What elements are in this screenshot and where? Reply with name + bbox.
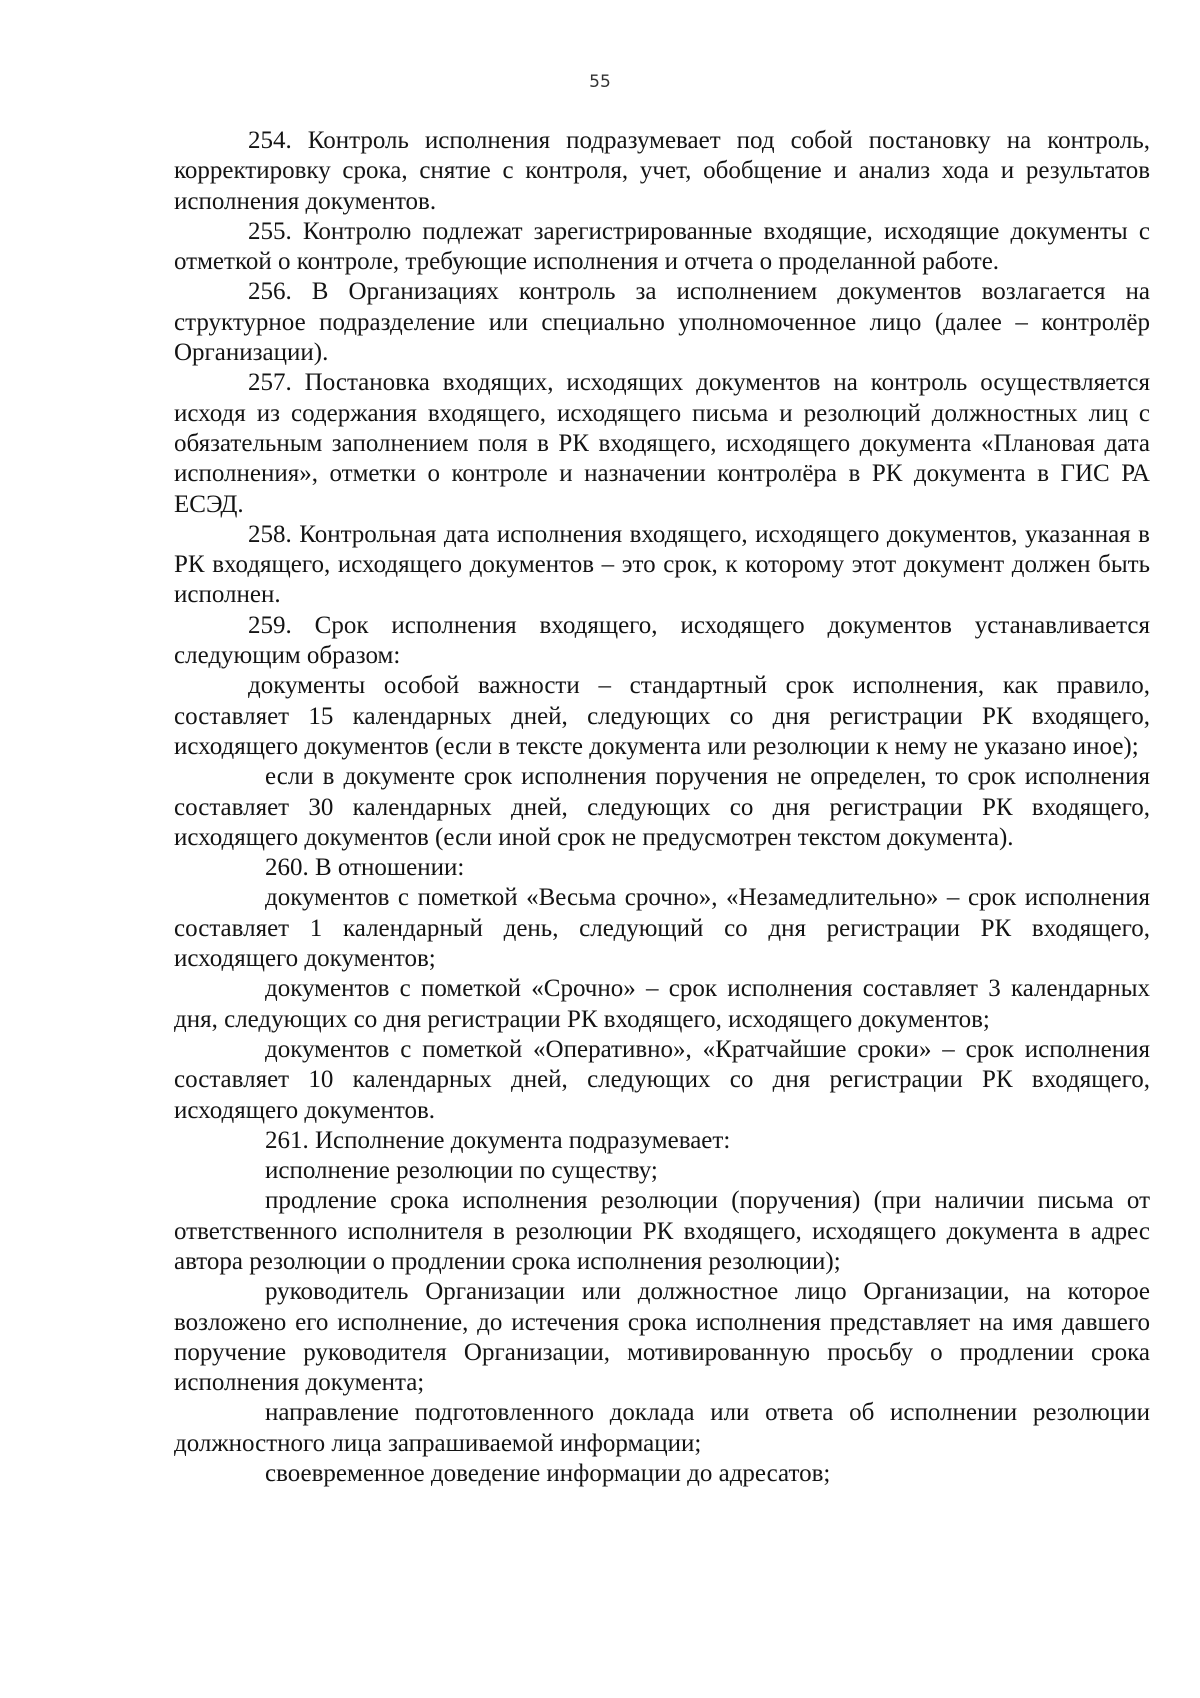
paragraph-261-item-head-request: руководитель Организации или должностное лицо Организации, на которое возложено его исполнение, до истечения срока исполнения представляет на имя давшего поручение руководителя Организации, мотивированную просьбу о продлении срока исполнения документа; [174,1278,1150,1397]
paragraph-260: 260. В отношении: [265,854,465,882]
paragraph-256: 256. В Организациях контроль за исполнением документов возлагается на структурное подразделение или специально уполномоченное лицо (далее – контролёр Организации). [174,278,1150,367]
paragraph-259: 259. Срок исполнения входящего, исходящего документов устанавливается следующим образом: [174,611,1150,670]
paragraph-261-item-delivery: своевременное доведение информации до адресатов; [265,1460,831,1488]
paragraph-261-item-extension: продление срока исполнения резолюции (поручения) (при наличии письма от ответственного исполнителя в резолюции РК входящего, исходящего документа в адрес автора резолюции о продлении срока исполнения резолюции); [174,1187,1150,1275]
paragraph-254: 254. Контроль исполнения подразумевает под собой постановку на контроль, корректировку срока, снятие с контроля, учет, обобщение и анализ хода и результатов исполнения документов. [174,127,1150,215]
paragraph-261-item-execution: исполнение резолюции по существу; [265,1157,658,1185]
page-number: 55 [589,72,611,92]
paragraph-261: 261. Исполнение документа подразумевает: [265,1126,731,1154]
paragraph-259-item-undefined-term: если в документе срок исполнения поручения не определен, то срок исполнения составляет 30 календарных дней, следующих со дня регистрации РК входящего, исходящего документов (если иной срок не предусмотрен текстом документа). [174,763,1150,851]
paragraph-258: 258. Контрольная дата исполнения входящего, исходящего документов, указанная в РК входящего, исходящего документов – это срок, к которому этот документ должен быть исполнен. [174,520,1150,609]
paragraph-255: 255. Контролю подлежат зарегистрированные входящие, исходящие документы с отметкой о контроле, требующие исполнения и отчета о проделанной работе. [174,217,1150,276]
paragraph-260-item-urgent: документов с пометкой «Срочно» – срок исполнения составляет 3 календарных дня, следующих со дня регистрации РК входящего, исходящего документов; [174,975,1150,1033]
paragraph-257: 257. Постановка входящих, исходящих документов на контроль осуществляется исходя из содержания входящего, исходящего письма и резолюций должностных лиц с обязательным заполнением поля в РК входящего, исходящего документа «Плановая дата исполнения», отметки о контроле и назначении контролёра в РК документа в ГИС РА ЕСЭД. [174,369,1150,518]
paragraph-259-item-special-importance: документы особой важности – стандартный срок исполнения, как правило, составляет 15 календарных дней, следующих со дня регистрации РК входящего, исходящего документов (если в тексте документа или резолюции к нему не указано иное); [174,672,1150,760]
paragraph-260-item-operative: документов с пометкой «Оперативно», «Кратчайшие сроки» – срок исполнения составляет 10 календарных дней, следующих со дня регистрации РК входящего, исходящего документов. [174,1035,1150,1124]
paragraph-261-item-report: направление подготовленного доклада или ответа об исполнении резолюции должностного лица запрашиваемой информации; [174,1399,1150,1457]
document-body [174,126,1150,1489]
paragraph-260-item-very-urgent: документов с пометкой «Весьма срочно», «Незамедлительно» – срок исполнения составляет 1 календарный день, следующий со дня регистрации РК входящего, исходящего документов; [174,884,1150,973]
